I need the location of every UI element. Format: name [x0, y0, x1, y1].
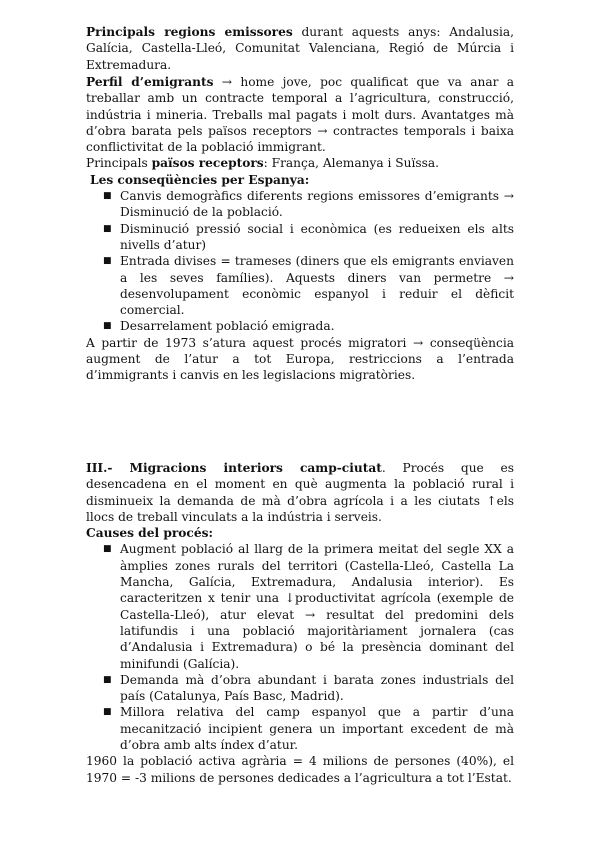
regions-label: Principals regions emissores	[86, 25, 293, 39]
arrow-icon: →	[221, 75, 233, 89]
bullet-icon: ■	[103, 191, 112, 202]
regions-paragraph	[86, 24, 514, 73]
intro-text: . Procés que es desencadena en el moment en què augmenta la població rural i disminueix la demanda de mà d’obra agrícola i a les ciutats ↑els llocs de treball vinculats a la indústria i serveis.	[86, 461, 514, 524]
list-item: ■ Entrada divises = trameses (diners que els emigrants enviaven a les seves famílies). Aquests diners van permetre → desenvolupament econòmic espanyol i reduir el dèficit comercial.	[103, 254, 514, 318]
list-item: ■ Desarrelament població emigrada.	[103, 319, 335, 334]
causes-list	[86, 541, 514, 753]
list-item: ■ Canvis demogràfics diferents regions emissores d’emigrants → Disminució de la població.	[103, 189, 514, 220]
section-heading: III.- Migracions interiors camp-ciutat	[86, 461, 382, 475]
causes-heading: Causes del procés:	[86, 526, 213, 541]
list-item: ■ Millora relativa del camp espanyol que a partir d’una mecanització incipient genera un important excedent de mà d’obra amb alts índex d’atur.	[103, 705, 514, 753]
intro-paragraph	[86, 460, 514, 525]
bullet-icon: ■	[103, 707, 112, 718]
profile-label: Perfil d’emigrants	[86, 75, 214, 89]
closing-paragraph: A partir de 1973 s’atura aquest procés migratori → conseqüència augment de l’atur a tot Europa, restriccions a l’entrada d’immigrants i canvis en les legislacions migratòries.	[86, 335, 514, 383]
bullet-icon: ■	[103, 674, 112, 685]
receivers-label: països receptors	[151, 156, 264, 171]
list-item: ■ Demanda mà d’obra abundant i barata zones industrials del país (Catalunya, País Basc, Madrid).	[103, 672, 514, 704]
regions-text: durant aquests anys: Andalusia, Galícia, Castella-Lleó, Comunitat Valenciana, Regió de Múrcia i Extremadura.	[86, 25, 515, 72]
profile-paragraph	[86, 74, 514, 155]
profile-text: home jove, poc qualificat que va anar a treballar amb un contracte temporal a l’agricultura, construcció, indústria i mineria. Treballs mal pagats i molt durs. Avantatges mà d’obra barata pels països receptors → contractes temporals i baixa conflictivitat de la població immigrant.	[86, 75, 515, 155]
bullet-icon: ■	[103, 321, 112, 332]
bullet-icon: ■	[103, 223, 112, 234]
list-item: ■ Augment població al llarg de la primera meitat del segle XX a àmplies zones rurals del territori (Castella-Lleó, Castella La Mancha, Galícia, Extremadura, Andalusia interior). Es caracteritzen x tenir una ↓productivitat agrícola (exemple de Castella-Lleó), atur elevat → resultat del predomini dels latifundis i una població majoritàriament jornalera (cas d’Andalusia i Extremadura) o bé la presència dominant del minifundi (Galícia).	[103, 542, 514, 671]
receivers-paragraph: Principals països receptors: França, Alemanya i Suïssa.	[86, 156, 440, 171]
emigrant-profile-section	[86, 74, 514, 384]
consequences-heading: Les conseqüències per Espanya:	[90, 172, 310, 187]
bullet-icon: ■	[103, 544, 112, 555]
consequences-list	[86, 188, 514, 335]
bullet-icon: ■	[103, 256, 112, 267]
closing-paragraph: 1960 la població activa agrària = 4 milions de persones (40%), el 1970 = -3 milions de persones dedicades a l’agricultura a tot l’Estat.	[86, 754, 514, 785]
internal-migrations-section	[86, 460, 514, 786]
list-item: ■ Disminució pressió social i econòmica (es redueixen els alts nivells d’atur)	[103, 221, 514, 252]
